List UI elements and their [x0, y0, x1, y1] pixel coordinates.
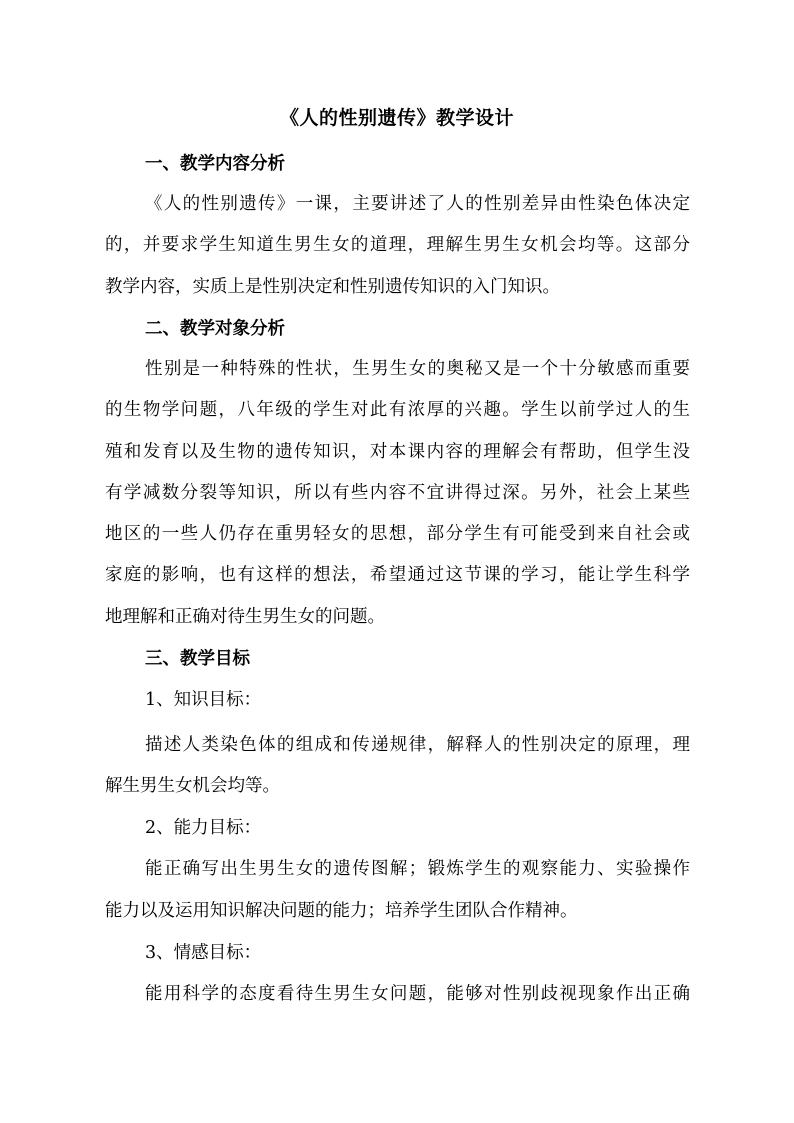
paragraph-line: 地理解和正确对待生男生女的问题。	[105, 607, 385, 627]
paragraph-line: 解生男生女机会均等。	[105, 776, 280, 796]
paragraph-line: 能正确写出生男生女的遗传图解；锻炼学生的观察能力、实验操作	[145, 859, 690, 879]
paragraph-line: 能力以及运用知识解决问题的能力；培养学生团队合作精神。	[105, 901, 578, 921]
section-heading-teaching-goals: 三、教学目标	[145, 649, 250, 669]
paragraph-line: 能用科学的态度看待生男生女问题，能够对性别歧视现象作出正确	[145, 984, 690, 1004]
goal-label-ability: 2、能力目标：	[145, 818, 262, 838]
goal-label-knowledge: 1、知识目标：	[145, 690, 262, 710]
paragraph-line: 有学减数分裂等知识，所以有些内容不宜讲得过深。另外，社会上某些	[105, 483, 690, 503]
section-heading-content-analysis: 一、教学内容分析	[145, 154, 285, 174]
section-heading-audience-analysis: 二、教学对象分析	[145, 319, 285, 339]
paragraph-line: 《人的性别遗传》一课，主要讲述了人的性别差异由性染色体决定	[145, 194, 690, 214]
paragraph-line: 性别是一种特殊的性状，生男生女的奥秘又是一个十分敏感而重要	[145, 359, 690, 379]
goal-label-emotion: 3、情感目标：	[145, 943, 262, 963]
paragraph-line: 家庭的影响，也有这样的想法，希望通过这节课的学习，能让学生科学	[105, 565, 690, 585]
paragraph-line: 的，并要求学生知道生男生女的道理，理解生男生女机会均等。这部分	[105, 235, 690, 255]
paragraph-line: 的生物学问题，八年级的学生对此有浓厚的兴趣。学生以前学过人的生	[105, 400, 690, 420]
document-title: 《人的性别遗传》教学设计	[279, 107, 514, 129]
paragraph-line: 教学内容，实质上是性别决定和性别遗传知识的入门知识。	[105, 277, 560, 297]
paragraph-line: 地区的一些人仍存在重男轻女的思想，部分学生有可能受到来自社会或	[105, 524, 690, 544]
paragraph-line: 殖和发育以及生物的遗传知识，对本课内容的理解会有帮助，但学生没	[105, 442, 690, 462]
paragraph-line: 描述人类染色体的组成和传递规律，解释人的性别决定的原理，理	[145, 735, 690, 755]
